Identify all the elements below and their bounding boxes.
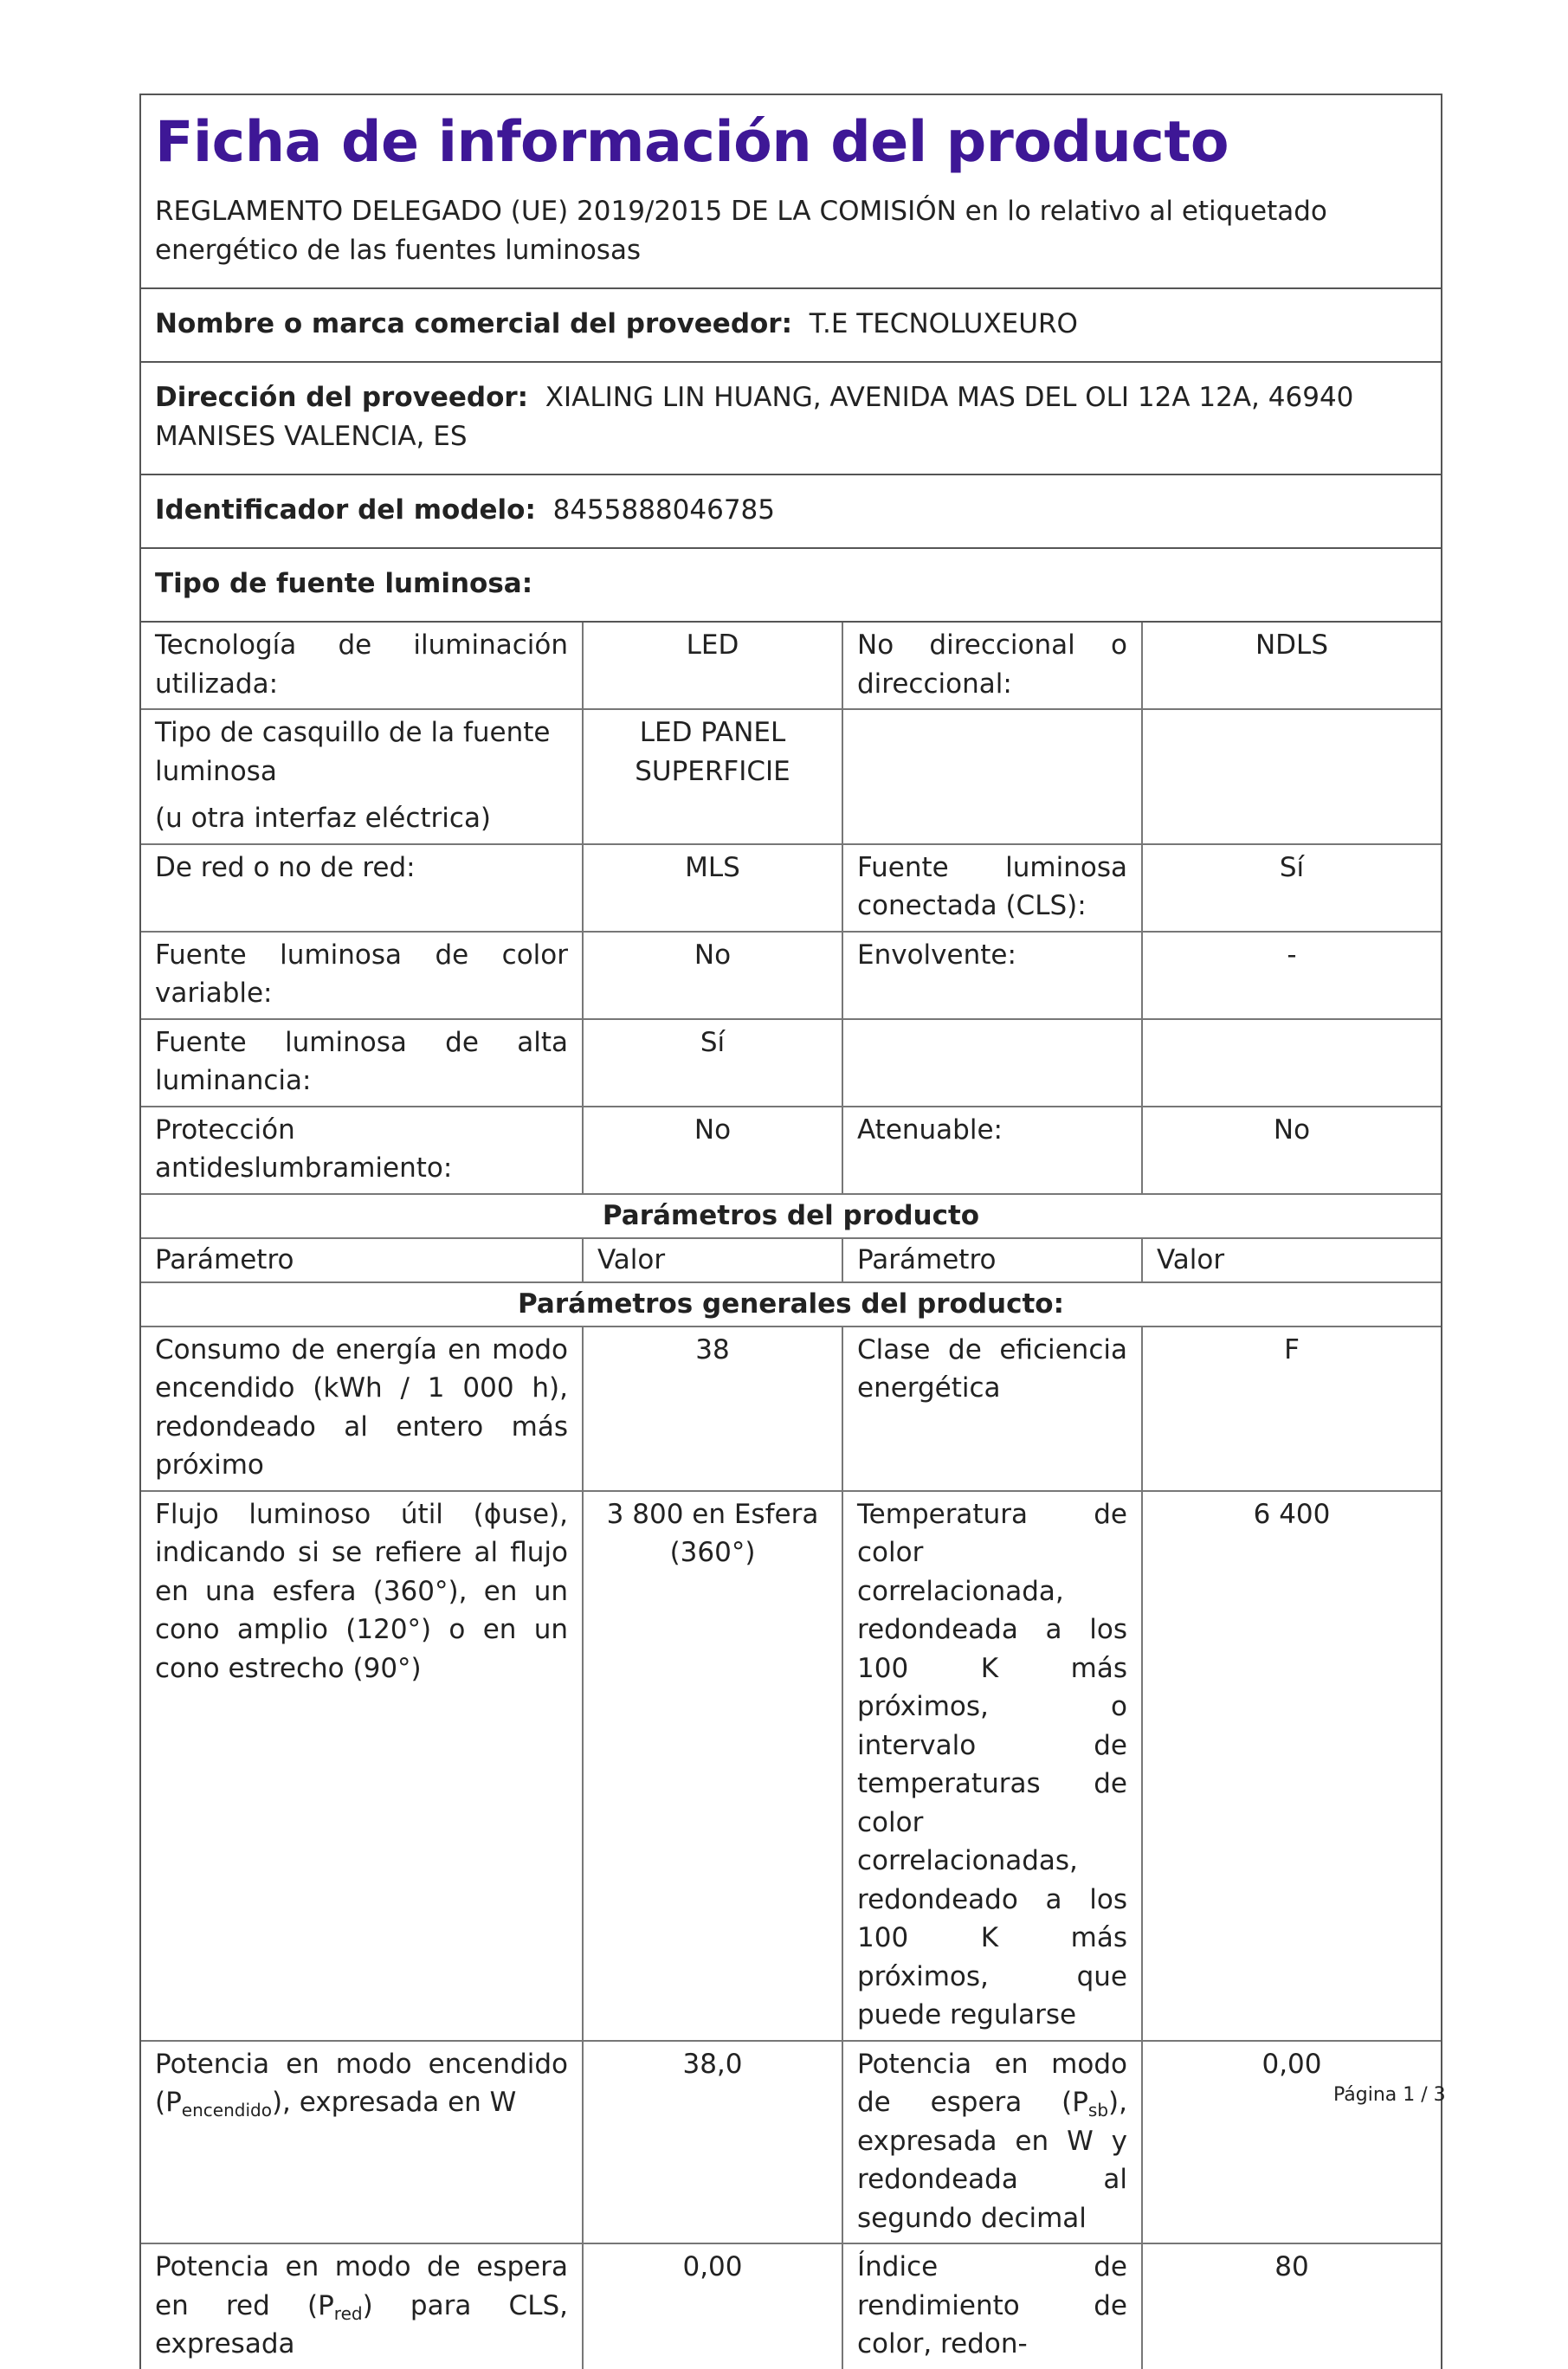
model-id-row [141, 475, 1441, 549]
table-row [141, 1491, 1441, 2041]
high-luminance-label: Fuente luminosa de alta luminancia: [141, 1019, 583, 1107]
table-row [141, 1107, 1441, 1194]
standby-power-value: 0,00 [1142, 2041, 1441, 2244]
supplier-address-value: XIALING LIN HUANG, AVENIDA MAS DEL OLI 12A 12A, 46940 MANISES VALENCIA, ES [155, 382, 1354, 452]
energy-consumption-value: 38 [583, 1327, 842, 1491]
on-mode-power-value: 38,0 [583, 2041, 842, 2244]
networked-standby-text-end: ) para CLS, expresada [155, 2289, 568, 2359]
header-block [141, 95, 1441, 289]
on-mode-power-text-end: ), expresada en W [271, 2087, 517, 2118]
color-tunable-label: Fuente luminosa de color variable: [141, 932, 583, 1019]
energy-class-label: Clase de eficiencia energética [842, 1327, 1142, 1491]
page-number: Página 1 / 3 [1333, 2084, 1446, 2106]
empty-cell [1142, 1019, 1441, 1107]
section-header-row [141, 1194, 1441, 1238]
cap-type-note: (u otra interfaz eléctrica) [155, 803, 492, 834]
standby-power-subscript: sb [1087, 2100, 1109, 2120]
supplier-address-label: Dirección del proveedor: [155, 382, 529, 413]
anti-glare-label: Protección antideslumbramiento: [141, 1107, 583, 1194]
cls-label: Fuente luminosa conectada (CLS): [842, 844, 1142, 932]
luminous-flux-label: Flujo luminoso útil (ϕuse), indicando si se refiere al flujo en una esfera (360°), en un cono amplio (120°) o en un cono estrecho (90°) [141, 1491, 583, 2041]
networked-standby-value: 0,00 [583, 2243, 842, 2369]
color-temperature-label: Temperatura de color correlacionada, redondeada a los 100 K más próximos, o intervalo de temperaturas de color correlacionadas, redondeado a los 100 K más próximos, que puede regularse [842, 1491, 1142, 2041]
color-temperature-value: 6 400 [1142, 1491, 1441, 2041]
column-header-parameter: Parámetro [842, 1238, 1142, 1282]
networked-standby-subscript: red [333, 2302, 363, 2324]
envelope-value: - [1142, 932, 1441, 1019]
lighting-technology-value: LED [583, 623, 842, 709]
energy-class-value: F [1142, 1327, 1441, 1491]
anti-glare-value: No [583, 1107, 842, 1194]
product-table [141, 623, 1441, 2369]
model-id-value: 8455888046785 [552, 494, 775, 526]
table-row [141, 2041, 1441, 2244]
regulation-subtitle: REGLAMENTO DELEGADO (UE) 2019/2015 DE LA COMISIÓN en lo relativo al etiquetado energético de las fuentes luminosas [155, 196, 1327, 266]
supplier-name-label: Nombre o marca comercial del proveedor: [155, 308, 792, 339]
section-header-row [141, 1282, 1441, 1327]
column-header-value: Valor [583, 1238, 842, 1282]
table-row [141, 844, 1441, 932]
empty-cell [1142, 709, 1441, 844]
source-type-row [141, 549, 1441, 623]
standby-power-text-end: ), expresada en W y redondeada al segundo decimal [857, 2087, 1127, 2234]
empty-cell [842, 709, 1142, 844]
column-header-value: Valor [1142, 1238, 1441, 1282]
on-mode-power-text: Potencia en modo encendido (P [155, 2048, 568, 2118]
supplier-name-row [141, 289, 1441, 363]
color-rendering-value: 80 [1142, 2243, 1441, 2369]
general-section-title: Parámetros generales del producto: [141, 1282, 1441, 1327]
mains-value: MLS [583, 844, 842, 932]
standby-power-label [842, 2041, 1142, 2244]
dimmable-label: Atenuable: [842, 1107, 1142, 1194]
cls-value: Sí [1142, 844, 1441, 932]
high-luminance-value: Sí [583, 1019, 842, 1107]
supplier-address-row [141, 363, 1441, 475]
table-row [141, 932, 1441, 1019]
product-info-sheet [139, 94, 1442, 2369]
on-mode-power-subscript: encendido [181, 2100, 272, 2120]
params-section-title: Parámetros del producto [141, 1194, 1441, 1238]
lighting-technology-label: Tecnología de iluminación utilizada: [141, 623, 583, 709]
empty-cell [842, 1019, 1142, 1107]
cap-type-label: Tipo de casquillo de la fuente luminosa [155, 717, 551, 787]
color-rendering-label: Índice de rendimiento de color, redon- [842, 2243, 1142, 2369]
dimmable-value: No [1142, 1107, 1441, 1194]
column-header-row [141, 1238, 1441, 1282]
table-row [141, 1019, 1441, 1107]
luminous-flux-value: 3 800 en Esfera (360°) [583, 1491, 842, 2041]
page-title: Ficha de información del producto [155, 110, 1229, 175]
envelope-label: Envolvente: [842, 932, 1142, 1019]
networked-standby-text: Potencia en modo de espera en red (P [155, 2251, 568, 2321]
table-row [141, 709, 1441, 844]
standby-power-text: Potencia en modo de espera (P [857, 2048, 1127, 2118]
mains-label: De red o no de red: [141, 844, 583, 932]
table-row [141, 623, 1441, 709]
column-header-parameter: Parámetro [141, 1238, 583, 1282]
supplier-name-value: T.E TECNOLUXEURO [809, 308, 1078, 339]
color-tunable-value: No [583, 932, 842, 1019]
networked-standby-label [141, 2243, 583, 2369]
on-mode-power-label [141, 2041, 583, 2244]
table-row [141, 2243, 1441, 2369]
directional-value: NDLS [1142, 623, 1441, 709]
cap-type-value: LED PANEL SUPERFICIE [583, 709, 842, 844]
model-id-label: Identificador del modelo: [155, 494, 536, 526]
source-type-label: Tipo de fuente luminosa: [155, 568, 533, 599]
table-row [141, 1327, 1441, 1491]
directional-label: No direccional o direccional: [842, 623, 1142, 709]
cap-type-cell [141, 709, 583, 844]
energy-consumption-label: Consumo de energía en modo encendido (kWh / 1 000 h), redondeado al entero más próximo [141, 1327, 583, 1491]
